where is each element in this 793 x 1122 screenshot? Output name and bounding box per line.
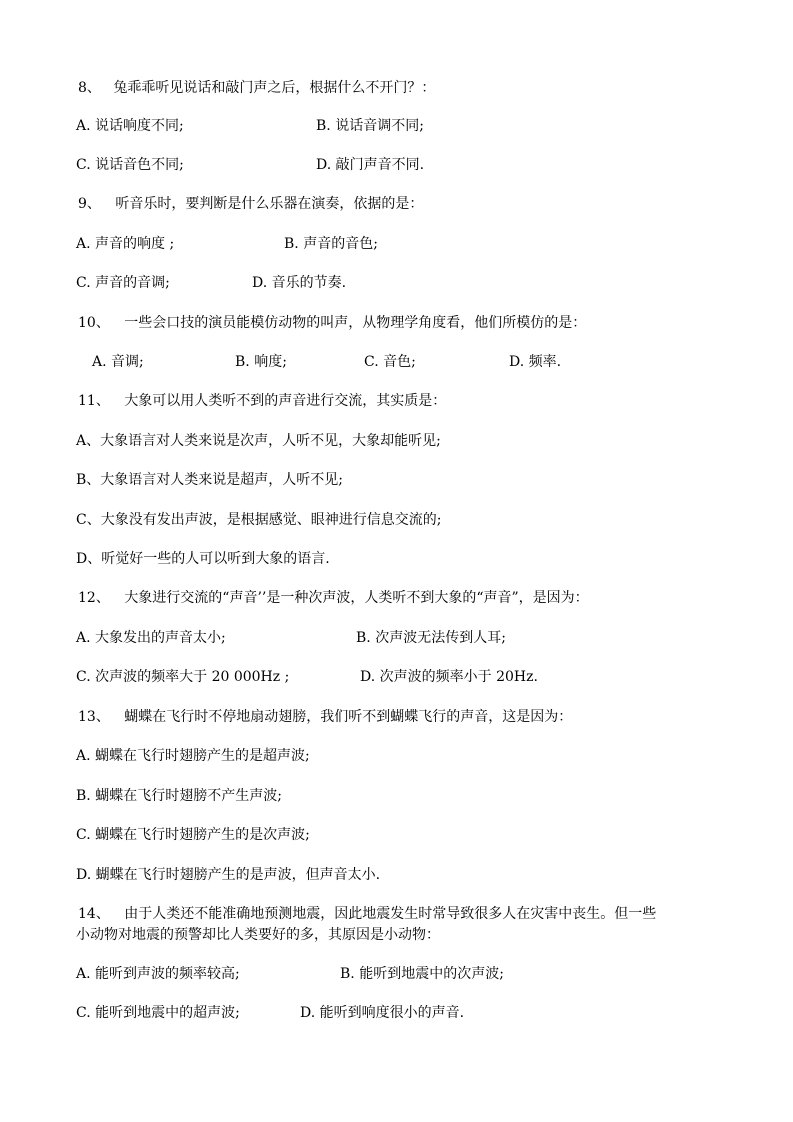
option-d: D. 次声波的频率小于 20Hz. (360, 669, 538, 685)
option-c: C. 次声波的频率大于 20 000Hz ; (76, 669, 290, 685)
option-a: A、大象语言对人类来说是次声，人听不见，大象却能听见; (76, 433, 441, 449)
option-c: C. 声音的音调; (76, 275, 170, 291)
question-number: 13、 (78, 709, 110, 725)
option-b: B. 能听到地震中的次声波; (340, 966, 504, 982)
question-text-line1: 由于人类还不能准确地预测地震，因此地震发生时常导致很多人在灾害中丧生。但一些 (124, 906, 657, 922)
question-11 (78, 393, 446, 409)
option-a: A. 说话响度不同; (76, 118, 184, 134)
option-c: C. 音色; (364, 354, 416, 370)
option-d: D. 能听到响度很小的声音. (300, 1005, 465, 1021)
option-b: B、大象语言对人类来说是超声，人听不见; (76, 472, 344, 488)
question-number: 11、 (78, 393, 110, 409)
option-d: D. 蝴蝶在飞行时翅膀产生的是声波，但声音太小. (76, 867, 381, 883)
option-d: D、听觉好一些的人可以听到大象的语言. (76, 551, 330, 567)
question-number: 10、 (78, 315, 110, 331)
question-number: 14、 (78, 906, 110, 922)
option-c: C. 蝴蝶在飞行时翅膀产生的是次声波; (76, 827, 310, 843)
question-text: 听音乐时，要判断是什么乐器在演奏，依据的是： (115, 196, 424, 212)
question-number: 12、 (78, 590, 110, 606)
question-text: 大象可以用人类听不到的声音进行交流，其实质是： (124, 393, 447, 409)
question-number: 9、 (78, 196, 101, 212)
option-a: A. 大象发出的声音太小; (76, 630, 226, 646)
option-c: C、大象没有发出声波，是根据感觉、眼神进行信息交流的; (76, 512, 442, 528)
option-d: D. 敲门声音不同. (316, 157, 425, 173)
question-text-line2: 小动物对地震的预警却比人类要好的多，其原因是小动物： (76, 927, 440, 943)
question-13 (78, 709, 572, 725)
option-b: B. 响度; (235, 354, 287, 370)
question-text: 蝴蝶在飞行时不停地扇动翅膀，我们听不到蝴蝶飞行的声音，这是因为： (124, 709, 573, 725)
option-b: B. 声音的音色; (284, 236, 378, 252)
question-text: 大象进行交流的“声音’’是一种次声波，人类听不到大象的“声音”，是因为： (124, 590, 589, 606)
question-12 (78, 590, 589, 606)
option-b: B. 蝴蝶在飞行时翅膀不产生声波; (76, 788, 282, 804)
question-10 (78, 315, 586, 331)
question-14 (78, 906, 656, 922)
option-b: B. 次声波无法传到人耳; (356, 630, 506, 646)
option-a: A. 音调; (92, 354, 144, 370)
question-number: 8、 (78, 80, 101, 96)
option-a: A. 能听到声波的频率较高; (76, 966, 240, 982)
option-c: C. 能听到地震中的超声波; (76, 1005, 240, 1021)
option-b: B. 说话音调不同; (316, 118, 424, 134)
option-d: D. 音乐的节奏. (252, 275, 347, 291)
option-c: C. 说话音色不同; (76, 157, 184, 173)
option-d: D. 频率. (509, 354, 562, 370)
question-9 (78, 196, 423, 212)
question-8 (78, 80, 435, 96)
question-text: 一些会口技的演员能模仿动物的叫声，从物理学角度看，他们所模仿的是： (124, 315, 587, 331)
option-a: A. 蝴蝶在飞行时翅膀产生的是超声波; (76, 748, 310, 764)
question-text: 兔乖乖听见说话和敲门声之后，根据什么不开门？： (113, 80, 436, 96)
option-a: A. 声音的响度 ; (76, 236, 175, 252)
